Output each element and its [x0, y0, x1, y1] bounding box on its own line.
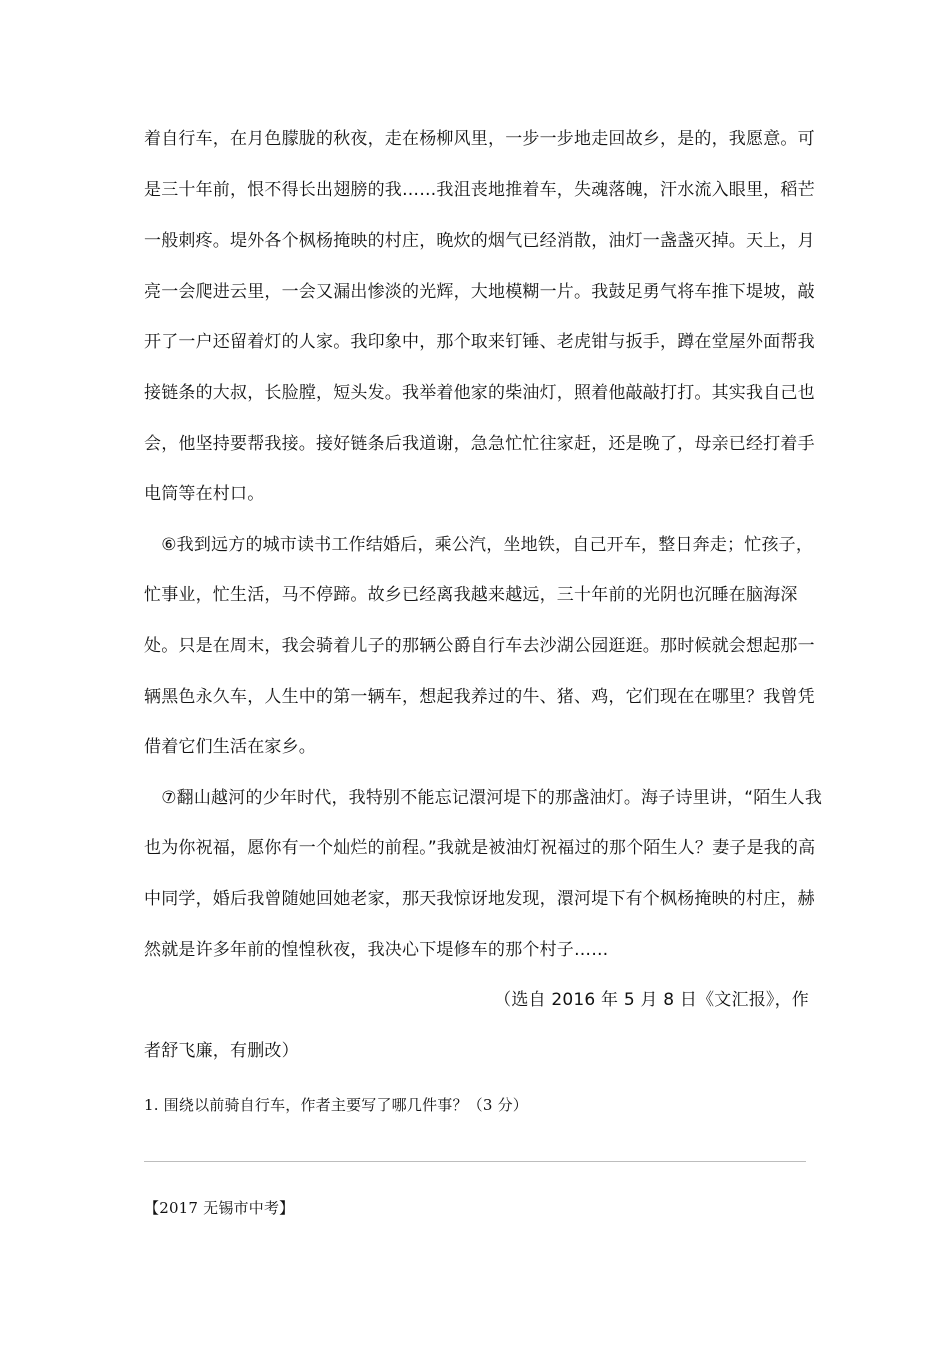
passage-line: 然就是许多年前的惶惶秋夜，我决心下堤修车的那个村子…… — [144, 940, 609, 960]
passage-line: 是三十年前，恨不得长出翅膀的我……我沮丧地推着车，失魂落魄，汗水流入眼里，稻芒 — [144, 180, 815, 200]
paragraph-6-start: ⑥我到远方的城市读书工作结婚后，乘公汽，坐地铁，自己开车，整日奔走；忙孩子， — [144, 535, 814, 555]
paragraph-7-start: ⑦翻山越河的少年时代，我特别不能忘记澴河堤下的那盏油灯。海子诗里讲，“陌生人我 — [144, 788, 823, 808]
section-label: 【2017 无锡市中考】 — [144, 1199, 295, 1217]
passage-line: 辆黑色永久车，人生中的第一辆车，想起我养过的牛、猪、鸡，它们现在在哪里？我曾凭 — [144, 687, 815, 707]
passage-line: 亮一会爬进云里，一会又漏出惨淡的光辉，大地模糊一片。我鼓足勇气将车推下堤坡，敲 — [144, 282, 815, 302]
source-author: 者舒飞廉，有删改） — [144, 1041, 299, 1061]
passage-line: 着自行车，在月色朦胧的秋夜，走在杨柳风里，一步一步地走回故乡，是的，我愿意。可 — [144, 129, 815, 149]
passage-line: 也为你祝福，愿你有一个灿烂的前程。”我就是被油灯祝福过的那个陌生人？妻子是我的高 — [144, 838, 816, 858]
passage-line: 电筒等在村口。 — [144, 484, 265, 504]
passage-line: 接链条的大叔，长脸膛，短头发。我举着他家的柴油灯，照着他敲敲打打。其实我自己也 — [144, 383, 815, 403]
passage-line: 会，他坚持要帮我接。接好链条后我道谢，急急忙忙往家赶，还是晚了，母亲已经打着手 — [144, 434, 815, 454]
passage-line: 忙事业，忙生活，马不停蹄。故乡已经离我越来越远，三十年前的光阴也沉睡在脑海深 — [144, 585, 798, 605]
source-citation: （选自 2016 年 5 月 8 日《文汇报》，作 — [494, 990, 809, 1010]
passage-line: 中同学，婚后我曾随她回她老家，那天我惊讶地发现，澴河堤下有个枫杨掩映的村庄，赫 — [144, 889, 815, 909]
section-divider — [144, 1161, 806, 1162]
passage-line: 一般刺疼。堤外各个枫杨掩映的村庄，晚炊的烟气已经消散，油灯一盏盏灭掉。天上，月 — [144, 231, 815, 251]
question-1: 1. 围绕以前骑自行车，作者主要写了哪几件事？（3 分） — [144, 1096, 528, 1114]
passage-line: 开了一户还留着灯的人家。我印象中，那个取来钉锤、老虎钳与扳手，蹲在堂屋外面帮我 — [144, 332, 815, 352]
passage-line: 处。只是在周末，我会骑着儿子的那辆公爵自行车去沙湖公园逛逛。那时候就会想起那一 — [144, 636, 815, 656]
passage-line: 借着它们生活在家乡。 — [144, 737, 316, 757]
